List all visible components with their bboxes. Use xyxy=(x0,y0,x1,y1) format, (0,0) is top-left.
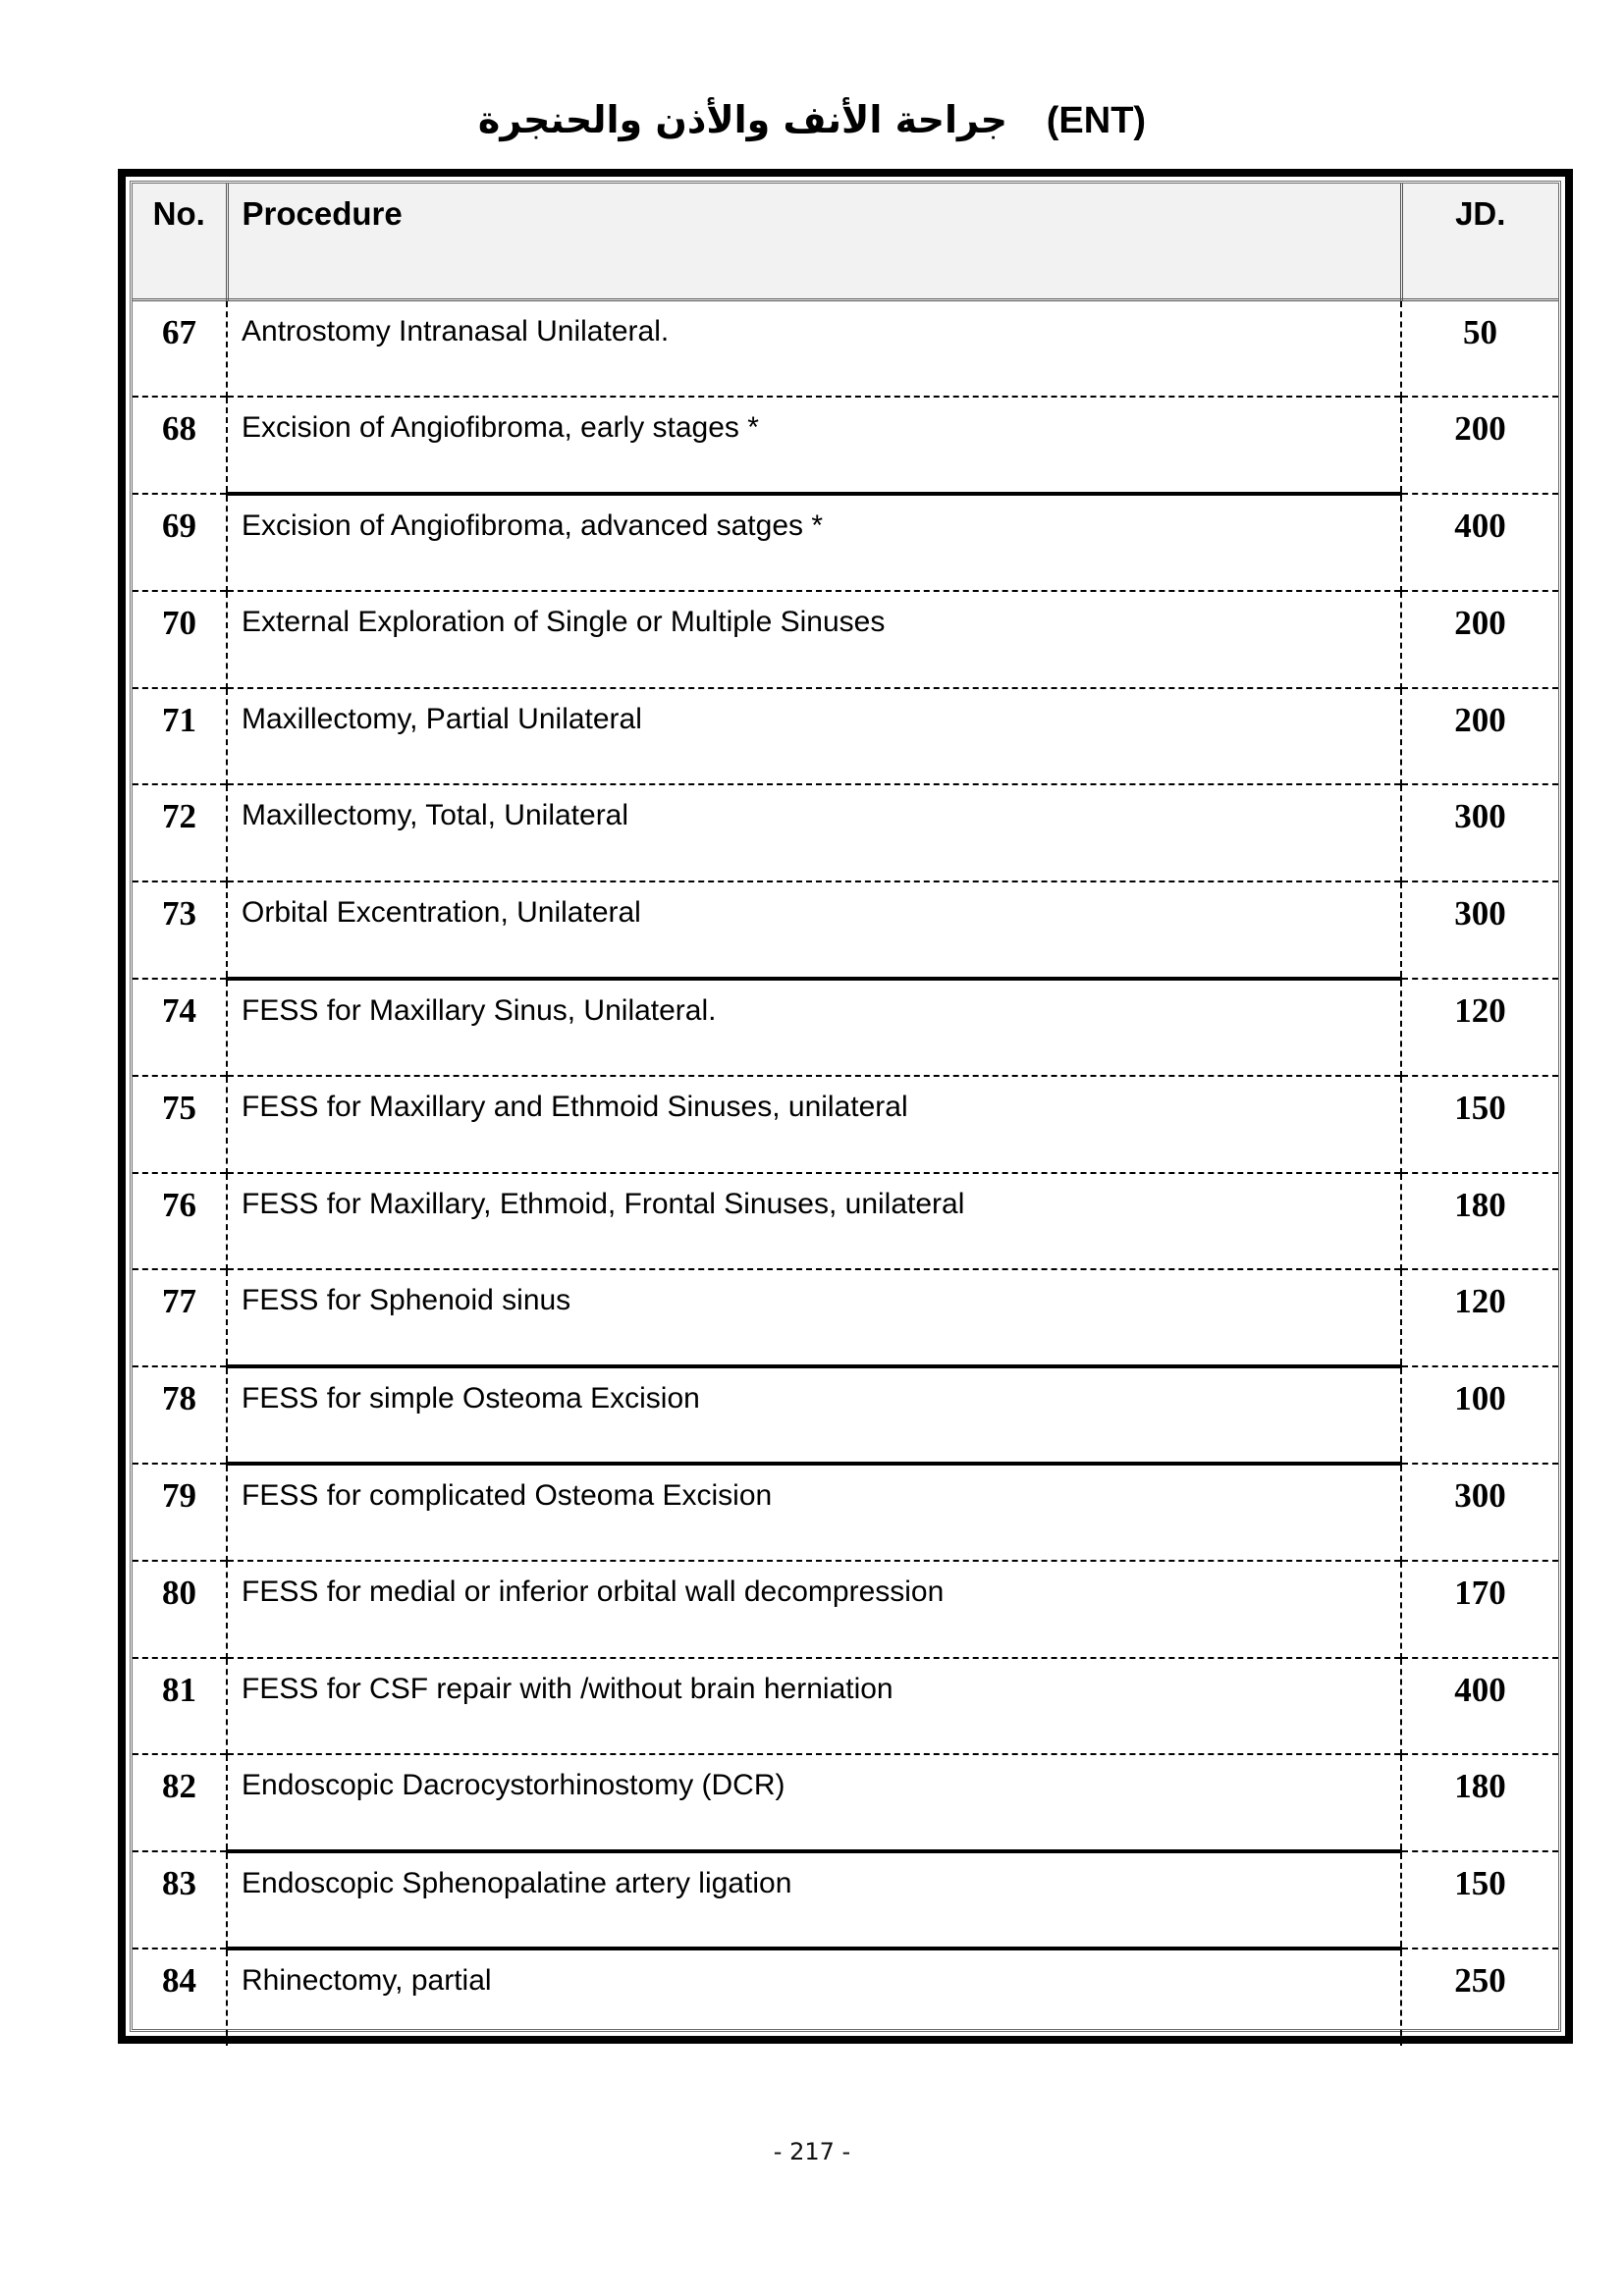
procedure-name: Endoscopic Dacrocystorhinostomy (DCR) xyxy=(227,1754,1401,1851)
row-number: 78 xyxy=(133,1366,227,1464)
column-header-procedure: Procedure xyxy=(227,184,1401,300)
row-number: 84 xyxy=(133,1949,227,2046)
row-number: 72 xyxy=(133,784,227,881)
fee-jd: 300 xyxy=(1401,881,1558,979)
procedure-name: FESS for Maxillary, Ethmoid, Frontal Sinuses, unilateral xyxy=(227,1173,1401,1270)
table-row xyxy=(133,1173,1558,1270)
table-row xyxy=(133,1561,1558,1658)
table-row xyxy=(133,1658,1558,1755)
table-row xyxy=(133,494,1558,591)
table-row xyxy=(133,1269,1558,1366)
fee-jd: 150 xyxy=(1401,1076,1558,1173)
fee-jd: 400 xyxy=(1401,1658,1558,1755)
procedure-name: Endoscopic Sphenopalatine artery ligation xyxy=(227,1851,1401,1949)
row-number: 68 xyxy=(133,397,227,494)
procedure-name: Excision of Angiofibroma, advanced satges * xyxy=(227,494,1401,591)
table-row xyxy=(133,1076,1558,1173)
table-row xyxy=(133,1366,1558,1464)
row-number: 81 xyxy=(133,1658,227,1755)
table-row xyxy=(133,881,1558,979)
fee-jd: 200 xyxy=(1401,688,1558,785)
row-number: 74 xyxy=(133,979,227,1076)
table-row xyxy=(133,784,1558,881)
fee-jd: 200 xyxy=(1401,397,1558,494)
page-number: - 217 - xyxy=(773,2138,851,2165)
table-row xyxy=(133,1464,1558,1561)
row-number: 79 xyxy=(133,1464,227,1561)
fee-jd: 300 xyxy=(1401,784,1558,881)
table-body xyxy=(133,300,1558,2046)
page-title xyxy=(0,90,1624,149)
row-number: 83 xyxy=(133,1851,227,1949)
fee-jd: 200 xyxy=(1401,591,1558,688)
procedure-name: FESS for Maxillary and Ethmoid Sinuses, unilateral xyxy=(227,1076,1401,1173)
table-row xyxy=(133,1949,1558,2046)
page-title-arabic: جراحة الأنف والأذن والحنجرة xyxy=(477,98,1008,141)
row-number: 71 xyxy=(133,688,227,785)
fee-jd: 180 xyxy=(1401,1754,1558,1851)
fee-jd: 250 xyxy=(1401,1949,1558,2046)
row-number: 70 xyxy=(133,591,227,688)
fee-jd: 170 xyxy=(1401,1561,1558,1658)
row-number: 80 xyxy=(133,1561,227,1658)
fee-jd: 50 xyxy=(1463,313,1497,351)
procedure-name: Maxillectomy, Partial Unilateral xyxy=(227,688,1401,785)
procedure-name: Rhinectomy, partial xyxy=(227,1949,1401,2046)
column-header-no: No. xyxy=(133,184,227,300)
procedure-name: FESS for Sphenoid sinus xyxy=(227,1269,1401,1366)
table-row xyxy=(133,300,1558,398)
table-row xyxy=(133,1851,1558,1949)
fee-jd: 100 xyxy=(1401,1366,1558,1464)
procedure-name: FESS for complicated Osteoma Excision xyxy=(227,1464,1401,1561)
procedure-name: FESS for Maxillary Sinus, Unilateral. xyxy=(227,979,1401,1076)
procedure-name: FESS for CSF repair with /without brain herniation xyxy=(227,1658,1401,1755)
procedure-name: FESS for medial or inferior orbital wall decompression xyxy=(227,1561,1401,1658)
fee-jd: 120 xyxy=(1401,1269,1558,1366)
table-row xyxy=(133,688,1558,785)
procedure-table-inner-border xyxy=(130,181,1561,2032)
procedure-table-frame xyxy=(118,169,1573,2044)
table-header-row xyxy=(133,184,1558,300)
row-number: 73 xyxy=(133,881,227,979)
fee-jd: 180 xyxy=(1401,1173,1558,1270)
procedure-fee-table xyxy=(133,184,1558,2046)
row-number: 76 xyxy=(133,1173,227,1270)
table-row xyxy=(133,591,1558,688)
row-number: 75 xyxy=(133,1076,227,1173)
row-number: 77 xyxy=(133,1269,227,1366)
fee-jd: 300 xyxy=(1401,1464,1558,1561)
procedure-name: Maxillectomy, Total, Unilateral xyxy=(227,784,1401,881)
table-row xyxy=(133,1754,1558,1851)
table-row xyxy=(133,397,1558,494)
procedure-name: FESS for simple Osteoma Excision xyxy=(227,1366,1401,1464)
row-number: 82 xyxy=(133,1754,227,1851)
fee-jd: 120 xyxy=(1401,979,1558,1076)
procedure-name: Orbital Excentration, Unilateral xyxy=(227,881,1401,979)
procedure-name: Antrostomy Intranasal Unilateral. xyxy=(227,300,1401,398)
row-number: 67 xyxy=(133,300,227,398)
column-header-jd: JD. xyxy=(1401,184,1558,300)
fee-jd: 400 xyxy=(1401,494,1558,591)
procedure-name: Excision of Angiofibroma, early stages * xyxy=(227,397,1401,494)
fee-jd: 150 xyxy=(1401,1851,1558,1949)
table-row xyxy=(133,979,1558,1076)
page-title-english: (ENT) xyxy=(1046,100,1147,141)
row-number: 69 xyxy=(133,494,227,591)
procedure-name: External Exploration of Single or Multiple Sinuses xyxy=(227,591,1401,688)
